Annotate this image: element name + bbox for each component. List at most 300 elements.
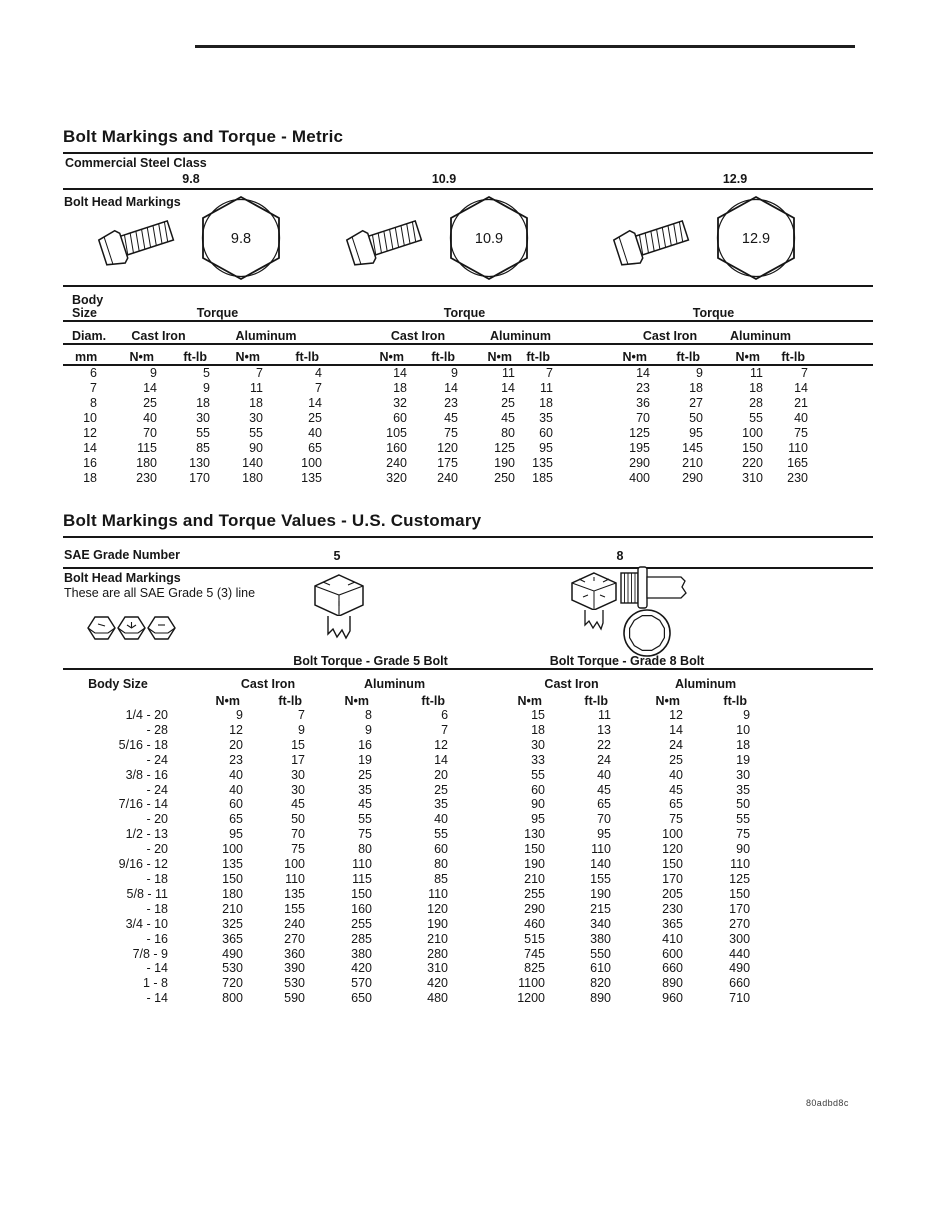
torque-cell: 55 (531, 767, 546, 782)
torque-cell: 290 (682, 471, 703, 485)
body-size-header: Body Size (88, 677, 148, 691)
torque-cell: 12 (434, 737, 449, 752)
torque-cell: 18 (736, 737, 751, 752)
torque-cell: 820 (590, 976, 612, 991)
torque-cell: 14 (794, 381, 808, 395)
ftlb-unit-header: ft-lb (157, 344, 210, 365)
torque-cell: 75 (358, 827, 372, 842)
spacer (808, 456, 873, 471)
torque-cell: 23 (229, 752, 243, 767)
torque-cell: 150 (742, 441, 763, 455)
torque-cell: 365 (222, 931, 243, 946)
body-size-cell: 1/4 - 20 (125, 708, 168, 722)
torque-cell: 255 (524, 886, 546, 901)
spacer (750, 872, 873, 887)
torque-header: Torque (553, 289, 808, 321)
ftlb-unit-header: ft-lb (763, 344, 808, 365)
torque-cell: 190 (590, 886, 612, 901)
torque-cell: 23 (444, 396, 458, 410)
metric-table-row (63, 411, 873, 426)
torque-cell: 95 (539, 441, 553, 455)
steel-class-10-9: 10.9 (431, 172, 457, 186)
spacer (808, 426, 873, 441)
torque-cell: 135 (284, 886, 305, 901)
torque-cell: 11 (250, 381, 263, 395)
torque-cell: 40 (794, 411, 808, 425)
torque-cell: 70 (636, 411, 650, 425)
torque-cell: 95 (531, 812, 546, 827)
torque-cell: 80 (358, 842, 372, 857)
diam-cell: 16 (83, 456, 97, 470)
torque-cell: 180 (222, 886, 243, 901)
torque-cell: 18 (393, 381, 407, 395)
torque-cell: 95 (689, 426, 703, 440)
torque-cell: 45 (597, 782, 612, 797)
torque-cell: 170 (189, 471, 210, 485)
torque-cell: 120 (437, 441, 458, 455)
metric-table-row (63, 441, 873, 456)
torque-header: Torque (322, 289, 553, 321)
torque-cell: 12 (669, 708, 684, 722)
torque-cell: 14 (393, 366, 407, 380)
torque-cell: 9 (298, 722, 305, 737)
ftlb-unit-header: ft-lb (515, 344, 553, 365)
torque-cell: 14 (143, 381, 157, 395)
torque-cell: 230 (662, 901, 684, 916)
metric-table-row (63, 396, 873, 411)
bolt-side-icon (613, 216, 693, 266)
torque-cell: 150 (524, 842, 546, 857)
spacer (750, 857, 873, 872)
torque-cell: 890 (590, 991, 612, 1006)
metric-table-row (63, 381, 873, 396)
body-size-cell: 1 - 8 (142, 976, 168, 991)
us-table-row (63, 947, 873, 962)
ftlb-unit-header: ft-lb (421, 694, 446, 708)
body-size-cell: - 14 (146, 961, 168, 976)
hex-marking-class-label: 12.9 (741, 231, 771, 247)
torque-cell: 110 (788, 441, 808, 455)
torque-cell: 50 (736, 797, 751, 812)
metric-torque-table (63, 289, 873, 486)
torque-cell: 9 (451, 366, 458, 380)
torque-cell: 290 (524, 901, 546, 916)
diam-cell: 18 (83, 471, 97, 485)
hex-marking-class-label: 10.9 (474, 231, 504, 247)
torque-cell: 130 (189, 456, 210, 470)
torque-cell: 25 (143, 396, 157, 410)
torque-cell: 190 (427, 916, 449, 931)
torque-cell: 215 (590, 901, 612, 916)
torque-cell: 30 (531, 737, 546, 752)
torque-cell: 150 (222, 871, 243, 886)
torque-cell: 15 (291, 737, 305, 752)
grade5-hex-bolt-top-icon (310, 574, 368, 644)
torque-cell: 90 (736, 842, 751, 857)
diam-cell: 10 (83, 411, 97, 425)
torque-cell: 6 (441, 708, 449, 722)
torque-cell: 80 (501, 426, 515, 440)
torque-cell: 570 (351, 976, 372, 991)
torque-cell: 600 (662, 946, 684, 961)
torque-cell: 550 (590, 946, 612, 961)
spacer (808, 344, 873, 365)
torque-cell: 65 (669, 797, 684, 812)
us-table-row (63, 991, 873, 1006)
hex-head-marking-icon (443, 196, 535, 280)
spacer (750, 723, 873, 738)
torque-cell: 19 (358, 752, 372, 767)
torque-cell: 36 (636, 396, 650, 410)
torque-cell: 145 (682, 441, 703, 455)
body-size-cell: - 18 (146, 871, 168, 886)
us-table-row (63, 842, 873, 857)
torque-cell: 70 (291, 827, 305, 842)
hex-head-marking-icon (195, 196, 287, 280)
torque-cell: 4 (315, 366, 322, 380)
torque-cell: 9 (203, 381, 210, 395)
torque-cell: 180 (136, 456, 157, 470)
torque-cell: 35 (736, 782, 751, 797)
torque-cell: 300 (729, 931, 751, 946)
torque-cell: 1100 (518, 976, 546, 991)
torque-cell: 440 (729, 946, 751, 961)
torque-cell: 25 (669, 752, 684, 767)
torque-cell: 60 (531, 782, 546, 797)
spacer (750, 753, 873, 768)
torque-cell: 7 (298, 708, 305, 722)
torque-cell: 285 (351, 931, 372, 946)
torque-cell: 230 (787, 471, 808, 485)
body-size-cell: 5/16 - 18 (118, 737, 168, 752)
torque-cell: 610 (590, 961, 612, 976)
torque-cell: 45 (669, 782, 684, 797)
torque-cell: 28 (749, 396, 763, 410)
mm-header: mm (63, 344, 97, 365)
spacer (750, 691, 873, 708)
torque-cell: 75 (669, 812, 684, 827)
nm-unit-header: N•m (703, 344, 763, 365)
torque-cell: 340 (590, 916, 612, 931)
torque-cell: 170 (662, 871, 684, 886)
bolt-head-markings-label: Bolt Head Markings (64, 571, 181, 585)
torque-cell: 125 (494, 441, 515, 455)
torque-cell: 590 (284, 991, 305, 1006)
spacer (750, 669, 873, 691)
torque-cell: 20 (434, 767, 449, 782)
torque-cell: 530 (284, 976, 305, 991)
torque-cell: 10 (736, 722, 751, 737)
torque-cell: 660 (662, 961, 684, 976)
torque-cell: 95 (597, 827, 612, 842)
torque-cell: 7 (256, 366, 263, 380)
metric-table-row (63, 471, 873, 486)
torque-cell: 310 (742, 471, 763, 485)
nm-unit-header: N•m (210, 344, 263, 365)
us-table-row (63, 857, 873, 872)
torque-cell: 125 (729, 871, 751, 886)
torque-cell: 18 (749, 381, 763, 395)
spacer (750, 991, 873, 1006)
torque-cell: 490 (222, 946, 243, 961)
spacer (808, 381, 873, 396)
torque-cell: 110 (730, 857, 751, 872)
grade8-flange-bolt-side-icon (619, 566, 689, 608)
ftlb-unit-header: ft-lb (278, 694, 302, 708)
torque-cell: 480 (427, 991, 449, 1006)
body-size-cell: - 16 (146, 931, 168, 946)
torque-cell: 16 (358, 737, 372, 752)
torque-cell: 45 (444, 411, 458, 425)
nm-unit-header: N•m (517, 694, 543, 708)
us-bolt-head-markings-strip (63, 570, 873, 649)
torque-cell: 360 (284, 946, 305, 961)
torque-cell: 19 (736, 752, 751, 767)
torque-cell: 100 (222, 842, 243, 857)
aluminum-header: Aluminum (703, 321, 808, 344)
torque-cell: 165 (787, 456, 808, 470)
torque-cell: 7 (546, 366, 553, 380)
torque-cell: 130 (524, 827, 546, 842)
torque-cell: 460 (524, 916, 546, 931)
nm-unit-header: N•m (553, 344, 650, 365)
torque-cell: 270 (729, 916, 751, 931)
nut-icon (147, 616, 176, 642)
grade8-table-title: Bolt Torque - Grade 8 Bolt (448, 649, 750, 669)
sae-grade-8: 8 (616, 549, 624, 563)
torque-cell: 30 (249, 411, 263, 425)
spacer (750, 947, 873, 962)
us-table-row (63, 976, 873, 991)
nm-unit-header: N•m (215, 694, 240, 708)
torque-cell: 210 (524, 871, 546, 886)
torque-cell: 195 (629, 441, 650, 455)
torque-header: Torque (97, 289, 322, 321)
torque-cell: 120 (662, 842, 684, 857)
torque-cell: 9 (365, 722, 372, 737)
torque-cell: 20 (229, 737, 243, 752)
metric-header-row-3 (63, 344, 873, 365)
spacer (808, 321, 873, 344)
torque-cell: 60 (393, 411, 407, 425)
torque-cell: 33 (531, 752, 546, 767)
torque-cell: 280 (427, 946, 449, 961)
torque-cell: 9 (743, 708, 751, 722)
us-table-row (63, 872, 873, 887)
spacer (808, 411, 873, 426)
torque-cell: 190 (494, 456, 515, 470)
torque-cell: 325 (222, 916, 243, 931)
torque-cell: 150 (729, 886, 751, 901)
torque-cell: 255 (351, 916, 372, 931)
spacer (808, 441, 873, 456)
aluminum-header: Aluminum (458, 321, 553, 344)
torque-cell: 170 (729, 901, 751, 916)
body-size-cell: - 20 (146, 812, 168, 827)
us-table-body (63, 708, 873, 1006)
torque-cell: 660 (729, 976, 751, 991)
torque-cell: 75 (736, 827, 751, 842)
torque-cell: 13 (597, 722, 612, 737)
us-table-row (63, 768, 873, 783)
body-size-cell: 3/4 - 10 (125, 916, 168, 931)
spacer (750, 812, 873, 827)
torque-cell: 155 (590, 871, 612, 886)
torque-cell: 150 (351, 886, 372, 901)
bolt-side-icon (346, 216, 426, 266)
us-table-row (63, 917, 873, 932)
torque-cell: 22 (597, 737, 612, 752)
torque-cell: 24 (669, 737, 684, 752)
torque-cell: 17 (291, 752, 305, 767)
torque-cell: 7 (441, 722, 449, 737)
torque-cell: 230 (136, 471, 157, 485)
torque-cell: 75 (291, 842, 305, 857)
torque-cell: 95 (229, 827, 243, 842)
torque-cell: 650 (351, 991, 372, 1006)
spacer (750, 961, 873, 976)
torque-cell: 70 (597, 812, 612, 827)
torque-cell: 9 (696, 366, 703, 380)
bolt-side-icon (98, 216, 178, 266)
nut-icon (87, 616, 116, 642)
torque-cell: 14 (434, 752, 449, 767)
torque-cell: 115 (137, 441, 157, 455)
spacer (750, 649, 873, 669)
torque-cell: 155 (284, 901, 305, 916)
spacer (750, 902, 873, 917)
metric-table-row (63, 456, 873, 471)
torque-cell: 530 (222, 961, 243, 976)
torque-cell: 190 (524, 857, 546, 872)
diam-cell: 14 (83, 441, 97, 455)
metric-header-row-2 (63, 321, 873, 344)
torque-cell: 30 (291, 767, 305, 782)
torque-cell: 9 (150, 366, 157, 380)
cast-iron-header: Cast Iron (322, 321, 458, 344)
torque-cell: 85 (196, 441, 210, 455)
torque-cell: 40 (597, 767, 612, 782)
torque-cell: 35 (434, 797, 449, 812)
hex-head-marking-icon (710, 196, 802, 280)
torque-cell: 18 (531, 722, 546, 737)
us-table-row (63, 723, 873, 738)
torque-cell: 5 (203, 366, 210, 380)
torque-cell: 45 (501, 411, 515, 425)
torque-cell: 18 (196, 396, 210, 410)
torque-cell: 890 (662, 976, 684, 991)
us-table-row (63, 797, 873, 812)
steel-class-label: Commercial Steel Class (65, 156, 207, 170)
torque-cell: 100 (301, 456, 322, 470)
torque-cell: 40 (669, 767, 684, 782)
diam-header: Diam. (63, 321, 97, 344)
us-table-row (63, 902, 873, 917)
torque-cell: 27 (689, 396, 703, 410)
torque-cell: 800 (222, 991, 243, 1006)
torque-cell: 32 (393, 396, 407, 410)
torque-cell: 210 (682, 456, 703, 470)
ftlb-unit-header: ft-lb (584, 694, 609, 708)
torque-cell: 410 (662, 931, 684, 946)
torque-cell: 140 (242, 456, 263, 470)
torque-cell: 18 (539, 396, 553, 410)
spacer (750, 783, 873, 798)
body-size-cell: 7/8 - 9 (132, 946, 168, 961)
torque-cell: 55 (358, 812, 372, 827)
spacer (808, 396, 873, 411)
torque-cell: 160 (386, 441, 407, 455)
spacer (750, 708, 873, 723)
body-size-header: Body Size (63, 289, 97, 321)
torque-cell: 18 (689, 381, 703, 395)
torque-cell: 55 (736, 812, 751, 827)
body-size-cell: 9/16 - 12 (118, 857, 168, 872)
us-table-row (63, 708, 873, 723)
us-table-row (63, 753, 873, 768)
torque-cell: 250 (494, 471, 515, 485)
spacer (750, 797, 873, 812)
metric-table-body (63, 365, 873, 486)
torque-cell: 110 (352, 857, 372, 872)
torque-cell: 220 (742, 456, 763, 470)
torque-cell: 365 (662, 916, 684, 931)
torque-cell: 135 (301, 471, 322, 485)
aluminum-header: Aluminum (674, 677, 737, 691)
torque-cell: 205 (662, 886, 684, 901)
torque-cell: 100 (742, 426, 763, 440)
us-table-row (63, 812, 873, 827)
torque-cell: 180 (242, 471, 263, 485)
torque-cell: 110 (285, 871, 305, 886)
torque-cell: 50 (689, 411, 703, 425)
bolt-head-markings-label: Bolt Head Markings (64, 195, 181, 209)
torque-cell: 110 (591, 842, 612, 857)
torque-cell: 40 (229, 782, 243, 797)
sae-grade-strip (63, 543, 873, 569)
nm-unit-header: N•m (322, 344, 407, 365)
body-size-cell: 3/8 - 16 (125, 767, 168, 782)
bolt-head-markings-note: These are all SAE Grade 5 (3) line (64, 586, 256, 600)
torque-cell: 14 (501, 381, 515, 395)
diam-cell: 6 (90, 366, 97, 380)
metric-bolt-group (346, 196, 576, 282)
torque-cell: 110 (428, 886, 449, 901)
torque-cell: 140 (590, 857, 612, 872)
body-size-cell: 1/2 - 13 (125, 827, 168, 842)
torque-cell: 100 (662, 827, 684, 842)
torque-cell: 24 (597, 752, 612, 767)
us-table-row (63, 932, 873, 947)
torque-cell: 18 (249, 396, 263, 410)
us-table-row (63, 827, 873, 842)
spacer (750, 827, 873, 842)
spacer (750, 976, 873, 991)
cast-iron-header: Cast Iron (553, 321, 703, 344)
torque-cell: 380 (351, 946, 372, 961)
nm-unit-header: N•m (344, 694, 369, 708)
grade5-table-title: Bolt Torque - Grade 5 Bolt (173, 649, 448, 669)
torque-cell: 11 (598, 708, 612, 722)
torque-cell: 745 (524, 946, 546, 961)
torque-cell: 40 (308, 426, 322, 440)
body-size-cell: - 24 (146, 782, 168, 797)
sae-grade-5: 5 (333, 549, 341, 563)
torque-cell: 8 (365, 708, 372, 722)
cast-iron-header: Cast Iron (544, 677, 599, 691)
sae-grade-label: SAE Grade Number (64, 548, 181, 562)
torque-cell: 14 (308, 396, 322, 410)
